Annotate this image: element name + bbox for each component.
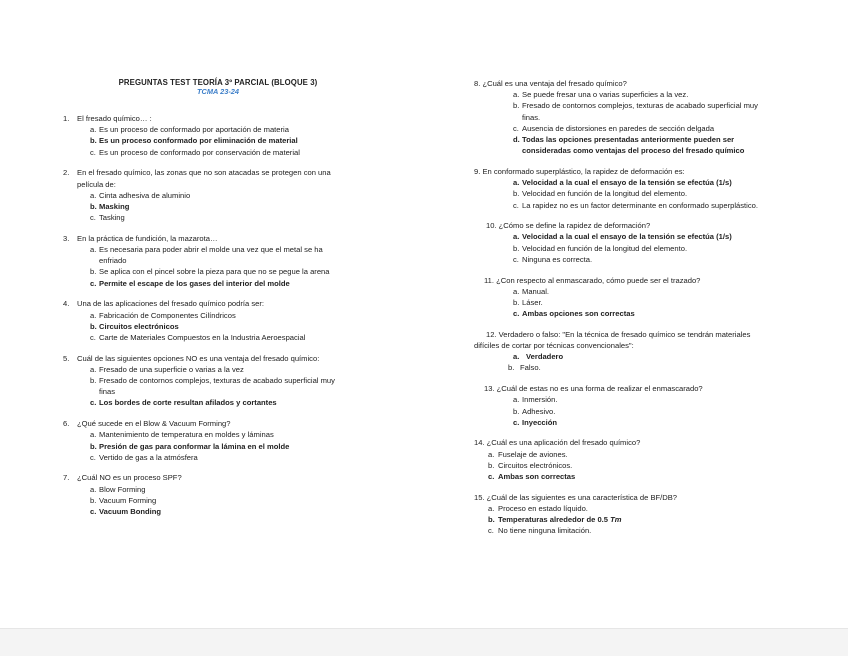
answer-option [474, 243, 804, 254]
question-stem [63, 298, 373, 309]
option-text: Mantenimiento de temperatura en moldes y láminas [99, 430, 274, 440]
answer-option [63, 484, 373, 495]
answer-option-correct [63, 201, 373, 212]
answer-options [474, 286, 804, 320]
option-text: Masking [99, 201, 130, 211]
answer-option-correct [63, 397, 373, 408]
option-letter: c. [513, 417, 520, 427]
option-letter: a. [488, 449, 495, 459]
option-letter: b. [488, 460, 495, 470]
option-text: Cinta adhesiva de aluminio [99, 190, 191, 200]
answer-option [474, 503, 804, 514]
option-text: Ambas opciones son correctas [522, 309, 635, 319]
option-letter: d. [513, 135, 520, 145]
option-text: Se aplica con el pincel sobre la pieza para que no se pegue la arena [99, 267, 330, 277]
option-letter: a. [488, 504, 495, 513]
option-text: Es un proceso de conformado por aportación de materia [99, 125, 289, 135]
question-text: El fresado químico… : [77, 114, 152, 123]
answer-option [63, 452, 373, 463]
answer-option [474, 200, 804, 211]
question-number: 1. [63, 114, 70, 123]
answer-options [474, 351, 804, 373]
question [63, 353, 373, 409]
question-text-continued: película de: [77, 179, 116, 189]
document-header [63, 78, 373, 96]
option-text: Fresado de contornos complejos, texturas de acabado superficial muy [99, 376, 335, 386]
answer-options [63, 124, 373, 158]
option-letter: b. [90, 495, 97, 505]
question-stem: 12. Verdadero o falso: "En la técnica de fresado químico se tendrán materiales [486, 329, 751, 339]
option-letter: b. [90, 201, 97, 211]
answer-options [63, 190, 373, 224]
question-text: Una de las aplicaciones del fresado químico podría ser: [77, 299, 264, 309]
document-title: PREGUNTAS TEST TEORÍA 3º PARCIAL (BLOQUE 3) [118, 78, 318, 87]
answer-option-correct [474, 417, 804, 428]
option-text: Permite el escape de los gases del interior del molde [99, 278, 290, 288]
option-text: Inmersión. [522, 395, 558, 405]
document-subtitle: TCMA 23-24 [196, 87, 240, 96]
option-letter: a. [90, 364, 97, 374]
answer-option [474, 525, 804, 536]
question-stem: 15. ¿Cuál de las siguientes es una característica de BF/DB? [474, 492, 678, 502]
answer-options [474, 177, 804, 211]
answer-option [474, 449, 804, 460]
question-text: En el fresado químico, las zonas que no son atacadas se protegen con una [77, 168, 331, 178]
option-text: Inyección [522, 417, 558, 427]
answer-options [474, 394, 804, 428]
answer-options [63, 310, 373, 344]
answer-option [474, 394, 804, 405]
option-text: Carte de Materiales Compuestos en la Industria Aeroespacial [99, 332, 306, 342]
option-text-continued: consideradas como ventajas del proceso del fresado químico [522, 146, 745, 156]
option-letter: c. [90, 213, 96, 223]
answer-option [63, 310, 373, 321]
option-letter: b. [513, 189, 520, 199]
option-letter: a. [90, 310, 97, 320]
option-letter: b. [90, 376, 97, 386]
option-letter: c. [90, 147, 96, 157]
answer-option [63, 364, 373, 375]
option-text: Láser. [522, 297, 543, 307]
answer-option [63, 495, 373, 506]
option-text: Velocidad a la cual el ensayo de la tensión se efectúa (1/s) [522, 178, 732, 188]
option-text: Todas las opciones presentadas anteriormente pueden ser [522, 135, 735, 145]
question [474, 275, 804, 320]
question-stem [63, 233, 373, 244]
option-letter: a. [513, 232, 520, 242]
question-stem: 13. ¿Cuál de estas no es una forma de realizar el enmascarado? [484, 384, 703, 394]
answer-options [474, 231, 804, 265]
option-letter: a. [90, 245, 97, 255]
question [63, 472, 373, 517]
left-column [63, 113, 373, 527]
question-number: 2. [63, 168, 70, 178]
option-text-continued: finas. [522, 112, 541, 122]
answer-option-correct [474, 351, 804, 362]
question [474, 220, 804, 265]
answer-option [474, 460, 804, 471]
answer-options [63, 244, 373, 289]
option-letter: a. [513, 286, 520, 296]
option-letter: b. [513, 243, 520, 253]
option-letter: b. [90, 441, 97, 451]
option-text: Velocidad a la cual el ensayo de la tensión se efectúa (1/s) [522, 232, 732, 242]
option-text: Tasking [99, 213, 125, 223]
question [63, 167, 373, 223]
question-stem [63, 167, 373, 178]
option-text: La rapidez no es un factor determinante en conformado superplástico. [522, 200, 758, 210]
question-stem: 14. ¿Cuál es una aplicación del fresado químico? [474, 438, 641, 448]
option-text: Circuitos electrónicos [99, 321, 179, 331]
option-letter: c. [90, 507, 97, 517]
answer-option [474, 362, 804, 373]
answer-option [474, 188, 804, 199]
question-text-continued: difíciles de cortar por técnicas convencionales": [474, 341, 634, 351]
question-number: 6. [63, 419, 70, 429]
answer-option-correct [474, 308, 804, 319]
answer-option-correct [63, 135, 373, 146]
question-number: 5. [63, 353, 70, 363]
option-text: Vacuum Forming [99, 495, 157, 505]
answer-option [474, 297, 804, 308]
option-letter: a. [513, 90, 520, 100]
answer-options [474, 503, 804, 537]
answer-options [474, 449, 804, 483]
option-letter: c. [90, 278, 97, 288]
answer-option [63, 147, 373, 158]
answer-options [63, 429, 373, 463]
option-letter: b. [488, 515, 495, 525]
option-text: Fabricación de Componentes Cilíndricos [99, 310, 236, 320]
answer-option [474, 406, 804, 417]
answer-option-correct [474, 134, 804, 156]
question-stem: 9. En conformado superplástico, la rapidez de deformación es: [474, 166, 685, 176]
question-number: 4. [63, 299, 70, 309]
question-stem [63, 418, 373, 429]
answer-options [474, 89, 804, 156]
question-stem [63, 353, 373, 364]
option-text: Velocidad en función de la longitud del elemento. [522, 243, 688, 253]
answer-option [474, 100, 804, 122]
option-letter: a. [90, 430, 97, 440]
option-text: Adhesivo. [522, 406, 556, 416]
option-letter: a. [513, 395, 520, 405]
option-letter: c. [90, 332, 96, 342]
answer-option [63, 375, 373, 397]
option-text: Ninguna es correcta. [522, 254, 593, 264]
answer-option [474, 89, 804, 100]
answer-option [63, 212, 373, 223]
question-stem: 11. ¿Con respecto al enmascarado, cómo puede ser el trazado? [484, 275, 701, 285]
option-text: Fuselaje de aviones. [498, 449, 568, 459]
option-text: Falso. [520, 363, 541, 373]
answer-option-correct [474, 177, 804, 188]
option-letter: c. [513, 254, 519, 264]
question [474, 78, 804, 156]
option-letter: b. [90, 321, 97, 331]
option-text: Es un proceso conformado por eliminación de material [99, 136, 298, 146]
option-letter: c. [513, 123, 519, 133]
option-letter: b. [90, 136, 97, 146]
answer-option [63, 190, 373, 201]
option-letter: a. [90, 125, 97, 135]
option-text: Manual. [522, 286, 550, 296]
answer-options [63, 364, 373, 409]
question-stem: 10. ¿Cómo se define la rapidez de deformación? [486, 221, 651, 231]
option-text-italic: Tm [610, 515, 622, 525]
option-letter: c. [90, 452, 96, 462]
option-text: Vertido de gas a la atmósfera [99, 452, 198, 462]
answer-option-correct [474, 514, 804, 525]
question-text: ¿Cuál NO es un proceso SPF? [77, 473, 182, 483]
answer-option [63, 429, 373, 440]
page-footer-area [0, 628, 848, 656]
option-letter: a. [90, 190, 97, 200]
answer-option [474, 286, 804, 297]
option-letter: b. [513, 297, 520, 307]
question-text: ¿Qué sucede en el Blow & Vacuum Forming? [77, 419, 231, 429]
answer-option [63, 124, 373, 135]
option-letter: b. [513, 101, 520, 111]
option-text: Es necesaria para poder abrir el molde una vez que el metal se ha [99, 245, 323, 255]
option-text: Fresado de una superficie o varias a la vez [99, 364, 244, 374]
option-letter: b. [508, 363, 515, 373]
question-stem: 8. ¿Cuál es una ventaja del fresado químico? [474, 79, 627, 88]
question [63, 298, 373, 343]
option-letter: a. [90, 484, 97, 494]
answer-option [474, 123, 804, 134]
option-text: Temperaturas alrededor de 0.5 [498, 515, 611, 525]
question-number: 7. [63, 473, 70, 483]
question [474, 329, 804, 374]
question-text: En la práctica de fundición, la mazarota… [77, 233, 218, 243]
option-text: Presión de gas para conformar la lámina en el molde [99, 441, 290, 451]
option-text: Fresado de contornos complejos, texturas de acabado superficial muy [522, 101, 758, 111]
answer-option-correct [474, 231, 804, 242]
option-letter: b. [513, 406, 520, 416]
option-text: Es un proceso de conformado por conservación de material [99, 147, 300, 157]
option-letter: c. [488, 526, 494, 536]
question-number: 3. [63, 233, 70, 243]
answer-option [63, 244, 373, 266]
question [63, 418, 373, 463]
option-text: Se puede fresar una o varias superficies a la vez. [522, 90, 689, 100]
option-letter: a. [513, 352, 520, 362]
question-stem [63, 472, 373, 483]
answer-option-correct [474, 471, 804, 482]
question-text: Cuál de las siguientes opciones NO es una ventaja del fresado químico: [77, 353, 320, 363]
option-text: Proceso en estado líquido. [498, 504, 588, 513]
question [474, 166, 804, 211]
option-letter: c. [513, 309, 520, 319]
option-text: Ambas son correctas [498, 472, 576, 482]
option-text-continued: enfriado [99, 256, 127, 266]
option-letter: a. [513, 178, 520, 188]
option-letter: c. [513, 200, 519, 210]
answer-option-correct [63, 321, 373, 332]
question [474, 383, 804, 428]
answer-option [63, 266, 373, 277]
question [63, 113, 373, 158]
answer-option [63, 332, 373, 343]
answer-option-correct [63, 506, 373, 517]
option-text: Los bordes de corte resultan afilados y cortantes [99, 398, 277, 408]
answer-option-correct [63, 278, 373, 289]
answer-option [474, 254, 804, 265]
option-text: No tiene ninguna limitación. [498, 526, 592, 536]
option-text-continued: finas [99, 387, 116, 397]
option-text: Ausencia de distorsiones en paredes de sección delgada [522, 123, 715, 133]
option-text: Velocidad en función de la longitud del elemento. [522, 189, 688, 199]
option-text: Verdadero [526, 352, 564, 362]
option-text: Vacuum Bonding [99, 507, 162, 517]
option-text: Blow Forming [99, 484, 146, 494]
question [474, 437, 804, 482]
question [474, 492, 804, 537]
question [63, 233, 373, 289]
option-letter: c. [90, 398, 97, 408]
option-letter: b. [90, 267, 97, 277]
answer-options [63, 484, 373, 518]
question-stem [63, 113, 373, 124]
option-letter: c. [488, 472, 495, 482]
option-text: Circuitos electrónicos. [498, 460, 573, 470]
answer-option-correct [63, 441, 373, 452]
right-column [474, 78, 804, 546]
